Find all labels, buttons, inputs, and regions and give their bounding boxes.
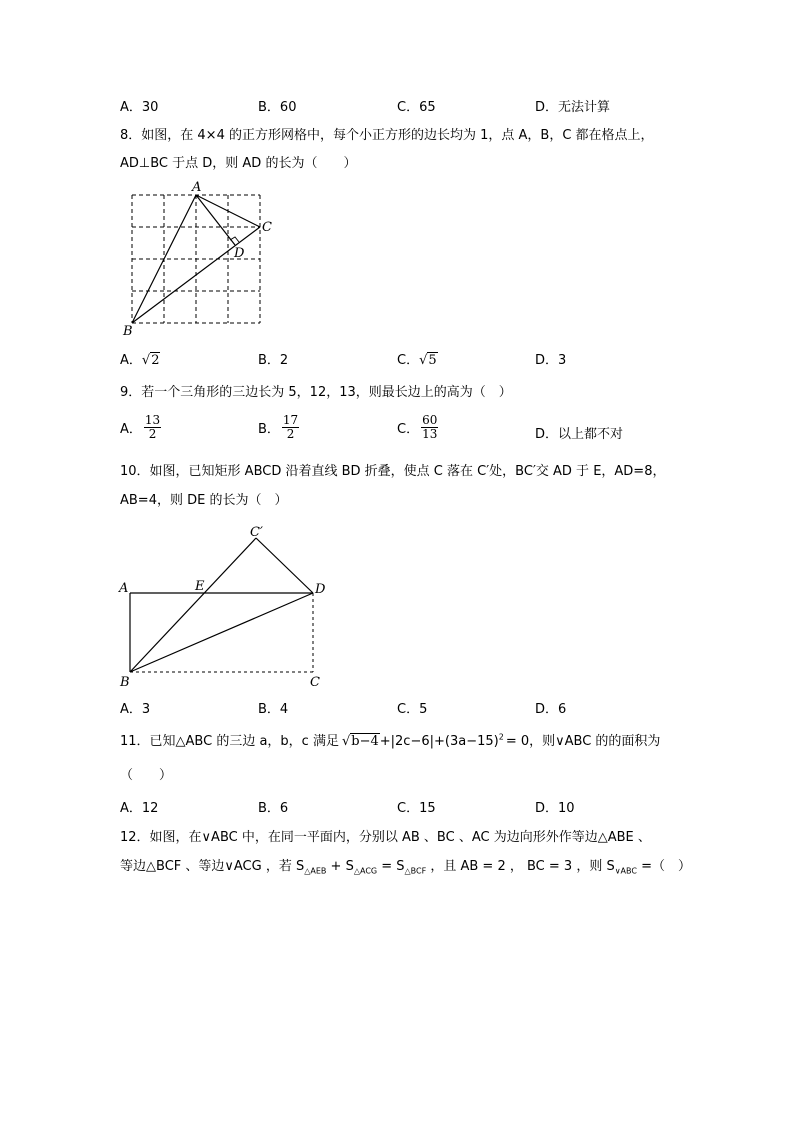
q8-option-d: D．3 [535,353,567,368]
q12-stem-line1: 12．如图，在∨ABC 中，在同一平面内，分别以 AB 、BC 、AC 为边向形外作等边△ABE 、 [120,830,651,845]
q9-option-b: B． $\frac{17}{2}$ [258,413,299,441]
q11-option-b: B．6 [258,801,289,816]
label-c: C [262,220,272,235]
label-d: D [315,582,326,597]
segment-ad [196,195,235,245]
q7-option-b: B．60 [258,100,297,115]
q11-option-c: C．15 [397,801,436,816]
label-c-prime: C′ [250,525,263,540]
q7-option-a: A．30 [120,100,159,115]
q8-grid-figure [118,180,278,340]
segment-ac [196,195,260,227]
q11-option-d: D．10 [535,801,575,816]
segment-bd [130,593,313,672]
q7-option-d: D．无法计算 [535,100,611,115]
q9-stem: 9．若一个三角形的三边长为 5，12，13，则最长边上的高为（ ） [120,385,512,400]
q8-option-b: B．2 [258,353,289,368]
q7-option-c: C．65 [397,100,436,115]
q9-option-c: C． $\frac{60}{13}$ [397,413,438,441]
q8-option-c-radicand: 5 [428,353,437,368]
label-b: B [123,324,133,339]
q12-stem-line2: 等边△BCF 、等边∨ACG ，若 $S_{\triangle AEB} + S_{\triangle ACG} = S_{\triangle BCF}$ ，且 AB = 2 ， BC = 3 ，则 $S_{\vee ABC}$ =（ ） [120,859,691,876]
q9-option-d: D．以上都不对 [535,427,624,442]
label-d: D [234,246,245,261]
q8-stem-line2: AD⊥BC 于点 D，则 AD 的长为（ ） [120,156,357,171]
q11-stem-line1: 11．已知△ABC 的三边 a，b，c 满足 $√b-4+|2c-6|+(3a-15)^2 = 0$，则∨ABC 的的面积为 [120,732,661,749]
q9-option-a: A． $\frac{13}{2}$ [120,413,161,441]
q8-option-a: A．√2 [120,353,160,368]
q8-stem-line1: 8．如图，在 4×4 的正方形网格中，每个小正方形的边长均为 1，点 A，B，C 都在格点上， [120,128,654,143]
segment-cprime-d [256,538,313,593]
q11-stem-line2: （ ） [120,768,173,783]
q10-option-c: C．5 [397,702,428,717]
segment-bcprime [130,538,256,672]
q10-stem-line1: 10．如图，已知矩形 ABCD 沿着直线 BD 折叠，使点 C 落在 C′处，BC′交 AD 于 E，AD=8， [120,464,666,479]
label-e: E [195,579,205,594]
q10-option-a: A．3 [120,702,151,717]
q10-stem-line2: AB=4，则 DE 的长为（ ） [120,493,288,508]
q8-option-a-radicand: 2 [151,353,160,368]
q10-option-d: D．6 [535,702,567,717]
q11-option-a: A．12 [120,801,159,816]
q11-radicand: b−4 [351,734,379,749]
label-a: A [119,581,129,596]
q10-fold-figure [110,520,340,690]
q8-option-c: C．√5 [397,353,437,368]
q10-option-b: B．4 [258,702,289,717]
label-b: B [120,675,130,690]
label-c: C [310,675,320,690]
label-a: A [192,180,202,195]
